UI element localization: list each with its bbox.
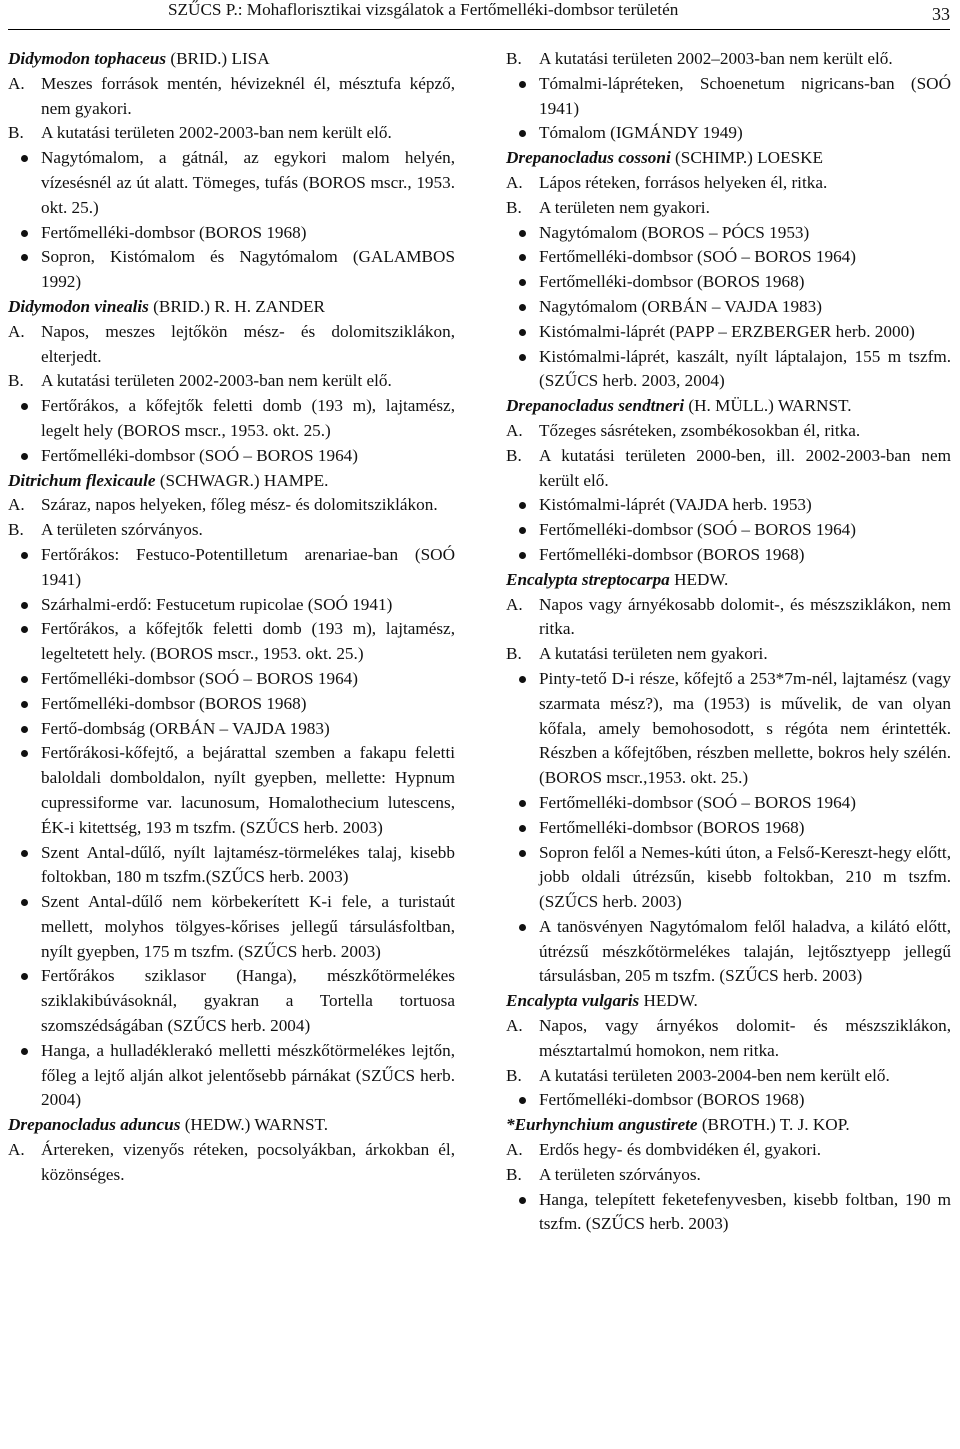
- section-entry: [8, 493, 455, 518]
- locality-text: Fertőrákos sziklasor (Hanga), mészkőtörmelékes sziklakibúvásoknál, gyakran a Tortella tortuosa szomszédságában (SZŰCS herb. 2004): [41, 966, 455, 1036]
- locality-text: Fertőmelléki-dombsor (SOÓ – BOROS 1964): [539, 247, 857, 267]
- taxon-author: (BRID.) R. H. ZANDER: [153, 296, 326, 316]
- entry-text: Lápos réteken, forrásos helyeken él, ritka.: [539, 172, 828, 192]
- bullet-icon: [506, 1188, 539, 1238]
- entry-label: B.: [506, 49, 522, 68]
- bullet-icon: [506, 543, 539, 568]
- locality-item: [8, 1039, 455, 1113]
- locality-text: Fertőmelléki-dombsor (SOÓ – BOROS 1964): [539, 520, 857, 540]
- locality-text: Fertőmelléki-dombsor (BOROS 1968): [539, 1090, 805, 1110]
- entry-label: B.: [506, 1164, 522, 1184]
- locality-item: [506, 320, 951, 345]
- taxon-name: Drepanocladus cossoni: [506, 148, 671, 168]
- locality-item: [506, 1188, 951, 1238]
- locality-item: [8, 964, 455, 1038]
- taxon-name: *Eurhynchium angustirete: [506, 1115, 698, 1135]
- entry-label: A.: [506, 1140, 523, 1160]
- bullet-icon: [8, 444, 41, 469]
- bullet-icon: [8, 964, 41, 1038]
- section-entry: [506, 1163, 951, 1188]
- bullet-icon: [8, 221, 41, 246]
- locality-text: Nagytómalom (BOROS – PÓCS 1953): [539, 222, 810, 242]
- taxon-name: Encalypta vulgaris: [506, 991, 640, 1011]
- bullet-icon: [506, 270, 539, 295]
- entry-label: A.: [506, 420, 523, 440]
- taxon-name: Drepanocladus sendtneri: [506, 396, 685, 416]
- locality-item: [506, 295, 951, 320]
- taxon-name: Ditrichum flexicaule: [8, 470, 156, 490]
- locality-text: Hanga, a hulladéklerakó melletti mészkőtörmelékes lejtőn, főleg a lejtő alján alkot jelentősebb párnákat (SZŰCS herb. 2004): [41, 1040, 455, 1110]
- entry-label: B.: [506, 1065, 522, 1085]
- section-entry: [506, 593, 951, 643]
- entry-text: A kutatási területen nem gyakori.: [539, 644, 768, 664]
- bullet-icon: [506, 816, 539, 841]
- locality-item: [8, 146, 455, 220]
- entry-text: A területen szórványos.: [539, 1164, 701, 1184]
- section-entry: [506, 1014, 951, 1064]
- section-entry: [8, 369, 455, 394]
- bullet-icon: [506, 121, 539, 146]
- locality-item: [506, 816, 951, 841]
- bullet-icon: [8, 245, 41, 295]
- locality-item: [8, 667, 455, 692]
- locality-item: [506, 245, 951, 270]
- entry-label: A.: [8, 1140, 25, 1160]
- locality-item: [8, 221, 455, 246]
- section-entry: [8, 1138, 455, 1188]
- taxon-name: Encalypta streptocarpa: [506, 569, 670, 589]
- locality-text: Fertőmelléki-dombsor (SOÓ – BOROS 1964): [539, 792, 857, 812]
- locality-text: Fertőmelléki-dombsor (BOROS 1968): [539, 272, 805, 292]
- locality-item: [506, 518, 951, 543]
- bullet-icon: [506, 345, 539, 395]
- taxon-heading: [506, 989, 951, 1014]
- locality-item: [506, 493, 951, 518]
- section-entry: [8, 518, 455, 543]
- locality-text: Tómalom (IGMÁNDY 1949): [539, 123, 743, 143]
- bullet-icon: [506, 915, 539, 989]
- section-entry: [506, 196, 951, 221]
- bullet-icon: [506, 791, 539, 816]
- entry-text: Ártereken, vizenyős réteken, pocsolyákban, árkokban él, közönséges.: [41, 1140, 455, 1184]
- locality-text: Fertőmelléki-dombsor (BOROS 1968): [41, 222, 307, 242]
- locality-item: [506, 915, 951, 989]
- taxon-heading: [506, 1113, 951, 1138]
- entry-text: A kutatási területen 2000-ben, ill. 2002-2003-ban nem került elő.: [539, 445, 951, 490]
- taxon-name: Didymodon vinealis: [8, 296, 149, 316]
- section-entry: [506, 47, 951, 72]
- locality-item: [8, 245, 455, 295]
- locality-item: [8, 890, 455, 964]
- locality-item: [506, 221, 951, 246]
- left-column: [8, 47, 455, 1188]
- locality-item: [8, 617, 455, 667]
- locality-text: Fertőmelléki-dombsor (BOROS 1968): [539, 544, 805, 564]
- taxon-heading: [8, 1113, 455, 1138]
- entry-text: Napos vagy árnyékosabb dolomit-, és mészsziklákon, nem ritka.: [539, 594, 951, 639]
- taxon-author: (SCHIMP.) LOESKE: [675, 148, 824, 168]
- locality-text: Nagytómalom (ORBÁN – VAJDA 1983): [539, 296, 822, 316]
- locality-text: Fertőrákos, a kőfejtők feletti domb (193 m), lajtamész, legelt hely (BOROS mscr., 1953. okt. 25.): [41, 396, 455, 440]
- entry-label: A.: [506, 594, 523, 614]
- locality-text: Fertőrákos: Festuco-Potentilletum arenariae-ban (SOÓ 1941): [41, 544, 455, 589]
- bullet-icon: [506, 221, 539, 246]
- locality-item: [8, 692, 455, 717]
- entry-label: B.: [506, 644, 522, 664]
- bullet-icon: [8, 741, 41, 840]
- locality-text: Fertőmelléki-dombsor (BOROS 1968): [41, 693, 307, 713]
- taxon-heading: [8, 295, 455, 320]
- locality-text: Fertőmelléki-dombsor (SOÓ – BOROS 1964): [41, 445, 359, 465]
- taxon-heading: [8, 47, 455, 72]
- bullet-icon: [506, 1088, 539, 1113]
- bullet-icon: [8, 717, 41, 742]
- section-entry: [506, 642, 951, 667]
- locality-text: A tanösvényen Nagytómalom felől haladva, a kilátó előtt, útrézsű mészkőtörmelékes talaján, lejtősztyepp jellegű társulásban, 205 m tszfm. (SZŰCS herb. 2003): [539, 916, 951, 986]
- taxon-author: HEDW.: [674, 569, 729, 589]
- locality-item: [506, 1088, 951, 1113]
- locality-item: [506, 270, 951, 295]
- locality-text: Fertőrákos, a kőfejtők feletti domb (193 m), lajtamész, legeltetett hely. (BOROS mscr., 1953. okt. 25.): [41, 619, 455, 664]
- entry-label: A.: [8, 321, 25, 341]
- taxon-heading: [506, 568, 951, 593]
- locality-item: [8, 741, 455, 840]
- locality-text: Fertőmelléki-dombsor (BOROS 1968): [539, 817, 805, 837]
- locality-text: Kistómalmi-láprét (VAJDA herb. 1953): [539, 495, 812, 515]
- locality-text: Tómalmi-lápréteken, Schoenetum nigricans-ban (SOÓ 1941): [539, 73, 951, 118]
- section-entry: [8, 320, 455, 370]
- bullet-icon: [8, 890, 41, 964]
- locality-item: [8, 717, 455, 742]
- locality-item: [506, 543, 951, 568]
- right-column: [506, 47, 951, 1237]
- bullet-icon: [506, 518, 539, 543]
- entry-text: A területen szórványos.: [41, 520, 203, 540]
- entry-label: A.: [506, 172, 523, 192]
- locality-item: [8, 543, 455, 593]
- bullet-icon: [8, 394, 41, 444]
- bullet-icon: [506, 493, 539, 518]
- taxon-author: (SCHWAGR.) HAMPE.: [159, 470, 329, 490]
- locality-text: Szent Antal-dűlő nem körbekerített K-i fele, a turistaút mellett, molyhos tölgyes-kőrises jellegű társulásfoltban, nyílt gyepben, 175 m tszfm. (SZŰCS herb. 2003): [41, 892, 455, 961]
- entry-text: Száraz, napos helyeken, főleg mész- és dolomitsziklákon.: [41, 495, 438, 515]
- locality-item: [506, 667, 951, 791]
- bullet-icon: [8, 692, 41, 717]
- taxon-heading: [506, 394, 951, 419]
- entry-text: A kutatási területen 2002-2003-ban nem került elő.: [41, 371, 392, 391]
- bullet-icon: [8, 1039, 41, 1113]
- locality-text: Hanga, telepített feketefenyvesben, kisebb foltban, 190 m tszfm. (SZŰCS herb. 2003): [539, 1189, 951, 1234]
- locality-item: [506, 841, 951, 915]
- entry-text: Tőzeges sásréteken, zsombékosokban él, ritka.: [539, 420, 861, 440]
- entry-text: Napos, meszes lejtőkön mész- és dolomitsziklákon, elterjedt.: [41, 321, 455, 366]
- bullet-icon: [506, 72, 539, 122]
- entry-label: B.: [8, 123, 24, 143]
- locality-text: Fertőmelléki-dombsor (SOÓ – BOROS 1964): [41, 668, 359, 688]
- entry-text: Erdős hegy- és dombvidéken él, gyakori.: [539, 1140, 822, 1160]
- entry-label: B.: [506, 445, 522, 465]
- locality-item: [8, 394, 455, 444]
- locality-text: Pinty-tető D-i része, kőfejtő a 253*7m-nél, lajtamész (vagy szarmata mész?), ma (1953) is művelik, de van olyan kőfala, amely bemohosodott, s régóta nem érintették. Részben a kőfejtőben, részben mellette, bokros hely szélén. (BOROS mscr.,1953. okt. 25.): [539, 668, 951, 788]
- locality-text: Fertő-dombság (ORBÁN – VAJDA 1983): [41, 718, 330, 738]
- bullet-icon: [506, 841, 539, 915]
- locality-item: [506, 345, 951, 395]
- taxon-author: (BRID.) LISA: [170, 49, 270, 68]
- locality-item: [8, 593, 455, 618]
- section-entry: [506, 171, 951, 196]
- bullet-icon: [8, 146, 41, 220]
- bullet-icon: [506, 245, 539, 270]
- entry-label: A.: [8, 495, 25, 515]
- taxon-author: HEDW.: [643, 991, 698, 1011]
- locality-item: [506, 72, 951, 122]
- bullet-icon: [506, 295, 539, 320]
- entry-label: B.: [506, 197, 522, 217]
- bullet-icon: [8, 617, 41, 667]
- locality-text: Szárhalmi-erdő: Festucetum rupicolae (SOÓ 1941): [41, 594, 393, 614]
- entry-label: A.: [506, 1016, 523, 1036]
- entry-text: A kutatási területen 2002–2003-ban nem került elő.: [539, 49, 893, 68]
- taxon-heading: [8, 469, 455, 494]
- locality-item: [506, 121, 951, 146]
- bullet-icon: [506, 320, 539, 345]
- section-entry: [506, 1138, 951, 1163]
- entry-text: A kutatási területen 2002-2003-ban nem került elő.: [41, 123, 392, 143]
- entry-text: Napos, vagy árnyékos dolomit- és mészsziklákon, mésztartalmú homokon, nem ritka.: [539, 1016, 951, 1060]
- bullet-icon: [8, 543, 41, 593]
- taxon-heading: [506, 146, 951, 171]
- entry-text: A kutatási területen 2003-2004-ben nem került elő.: [539, 1065, 890, 1085]
- taxon-name: Didymodon tophaceus: [8, 49, 167, 68]
- locality-text: Kistómalmi-láprét (PAPP – ERZBERGER herb. 2000): [539, 321, 915, 341]
- section-entry: [8, 72, 455, 122]
- bullet-icon: [8, 593, 41, 618]
- locality-text: Szent Antal-dűlő, nyílt lajtamész-törmelékes talaj, kisebb foltokban, 180 m tszfm.(SZŰCS herb. 2003): [41, 842, 455, 887]
- taxon-name: Drepanocladus aduncus: [8, 1115, 181, 1135]
- locality-text: Fertőrákosi-kőfejtő, a bejárattal szemben a fakapu feletti baloldali domboldalon, nyílt gyepben, mellette: Hypnum cupressiforme var. lacunosum, Homalothecium lutescens, ÉK-i kitettség, 193 m tszfm. (SZŰCS herb. 2003): [41, 743, 455, 837]
- section-entry: [8, 121, 455, 146]
- locality-item: [8, 444, 455, 469]
- locality-text: Kistómalmi-láprét, kaszált, nyílt láptalajon, 155 m tszfm. (SZŰCS herb. 2003, 2004): [539, 346, 951, 391]
- entry-label: B.: [8, 371, 24, 391]
- locality-text: Nagytómalom, a gátnál, az egykori malom helyén, vízesésnél az út alatt. Tömeges, tufás (BOROS mscr., 1953. okt. 25.): [41, 148, 455, 217]
- locality-item: [8, 841, 455, 891]
- bullet-icon: [8, 667, 41, 692]
- entry-text: A területen nem gyakori.: [539, 197, 710, 217]
- bullet-icon: [506, 667, 539, 791]
- section-entry: [506, 419, 951, 444]
- locality-text: Sopron, Kistómalom és Nagytómalom (GALAMBOS 1992): [41, 247, 455, 292]
- locality-text: Sopron felől a Nemes-kúti úton, a Felső-Kereszt-hegy előtt, jobb oldali útrézsűn, kisebb foltokban, 210 m tszfm. (SZŰCS herb. 2003): [539, 842, 951, 912]
- page-number: 33: [932, 4, 950, 25]
- page-header: [8, 0, 950, 30]
- entry-text: Meszes források mentén, hévizeknél él, mésztufa képző, nem gyakori.: [41, 73, 455, 118]
- taxon-author: (HEDW.) WARNST.: [184, 1115, 329, 1135]
- bullet-icon: [8, 841, 41, 891]
- section-entry: [506, 1064, 951, 1089]
- entry-label: A.: [8, 73, 25, 93]
- running-title: SZŰCS P.: Mohaflorisztikai vizsgálatok a Fertőmelléki-dombsor területén: [168, 0, 679, 20]
- taxon-author: (BROTH.) T. J. KOP.: [701, 1115, 850, 1135]
- locality-item: [506, 791, 951, 816]
- taxon-author: (H. MÜLL.) WARNST.: [688, 396, 852, 416]
- entry-label: B.: [8, 520, 24, 540]
- section-entry: [506, 444, 951, 494]
